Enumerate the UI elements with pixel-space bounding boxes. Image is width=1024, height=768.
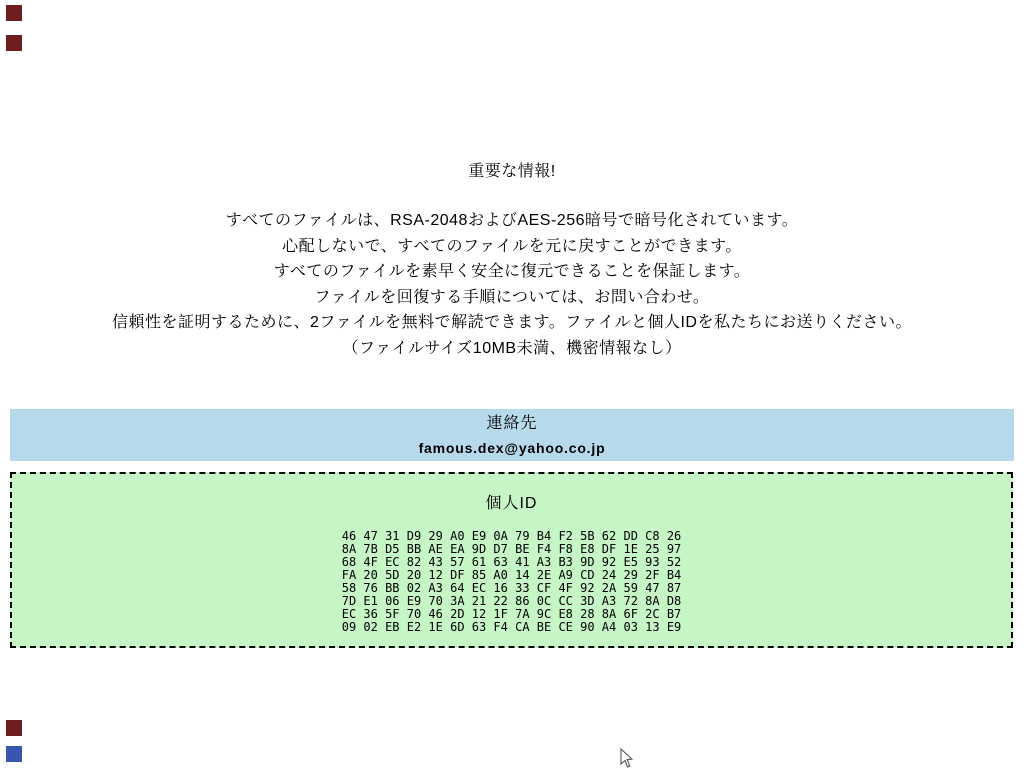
personal-id-hex-block: [12, 530, 1011, 634]
hex-line: EC 36 5F 70 46 2D 12 1F 7A 9C E8 28 8A 6F 2C B7: [341, 607, 682, 621]
personal-id-heading: 個人ID: [485, 495, 538, 512]
hex-line: 58 76 BB 02 A3 64 EC 16 33 CF 4F 92 2A 59 47 87: [341, 581, 682, 595]
note-line-2: 心配しないで、すべてのファイルを元に戻すことができます。: [282, 237, 742, 255]
personal-id-section: [10, 472, 1013, 648]
hex-line: 8A 7B D5 BB AE EA 9D D7 BE F4 F8 E8 DF 1E 25 97: [341, 542, 682, 556]
note-body: [0, 208, 1024, 361]
contact-section: [10, 409, 1014, 461]
hex-line: 09 02 EB E2 1E 6D 63 F4 CA BE CE 90 A4 03 13 E9: [341, 620, 682, 634]
hex-line: 7D E1 06 E9 70 3A 21 22 86 0C CC 3D A3 72 8A D8: [341, 594, 682, 608]
top-left-artifact-square-1: [6, 5, 22, 21]
note-title: 重要な情報!: [468, 163, 556, 180]
note-line-4: ファイルを回復する手順については、お問い合わせ。: [314, 288, 710, 306]
contact-email-text: famous.dex@yahoo.co.jp: [418, 440, 606, 456]
note-line-3: すべてのファイルを素早く安全に復元できることを保証します。: [273, 263, 751, 280]
bottom-left-artifact-square-2: [6, 746, 22, 762]
hex-line: 68 4F EC 82 43 57 61 63 41 A3 B3 9D 92 E5 93 52: [341, 555, 682, 569]
note-line-5: 信頼性を証明するために、2ファイルを無料で解読できます。ファイルと個人IDを私たちにお送りください。: [112, 314, 912, 331]
hex-line: 46 47 31 D9 29 A0 E9 0A 79 B4 F2 5B 62 DD C8 26: [341, 529, 682, 543]
hex-line: FA 20 5D 20 12 DF 85 A0 14 2E A9 CD 24 29 2F B4: [341, 568, 682, 582]
top-left-artifact-square-2: [6, 35, 22, 51]
note-line-1: すべてのファイルは、RSA-2048およびAES-256暗号で暗号化されています。: [225, 212, 799, 229]
contact-heading: 連絡先: [486, 415, 538, 432]
note-line-6: （ファイルサイズ10MB未満、機密情報なし）: [342, 339, 682, 357]
mouse-cursor-icon: [619, 748, 633, 768]
bottom-left-artifact-square-1: [6, 720, 22, 736]
